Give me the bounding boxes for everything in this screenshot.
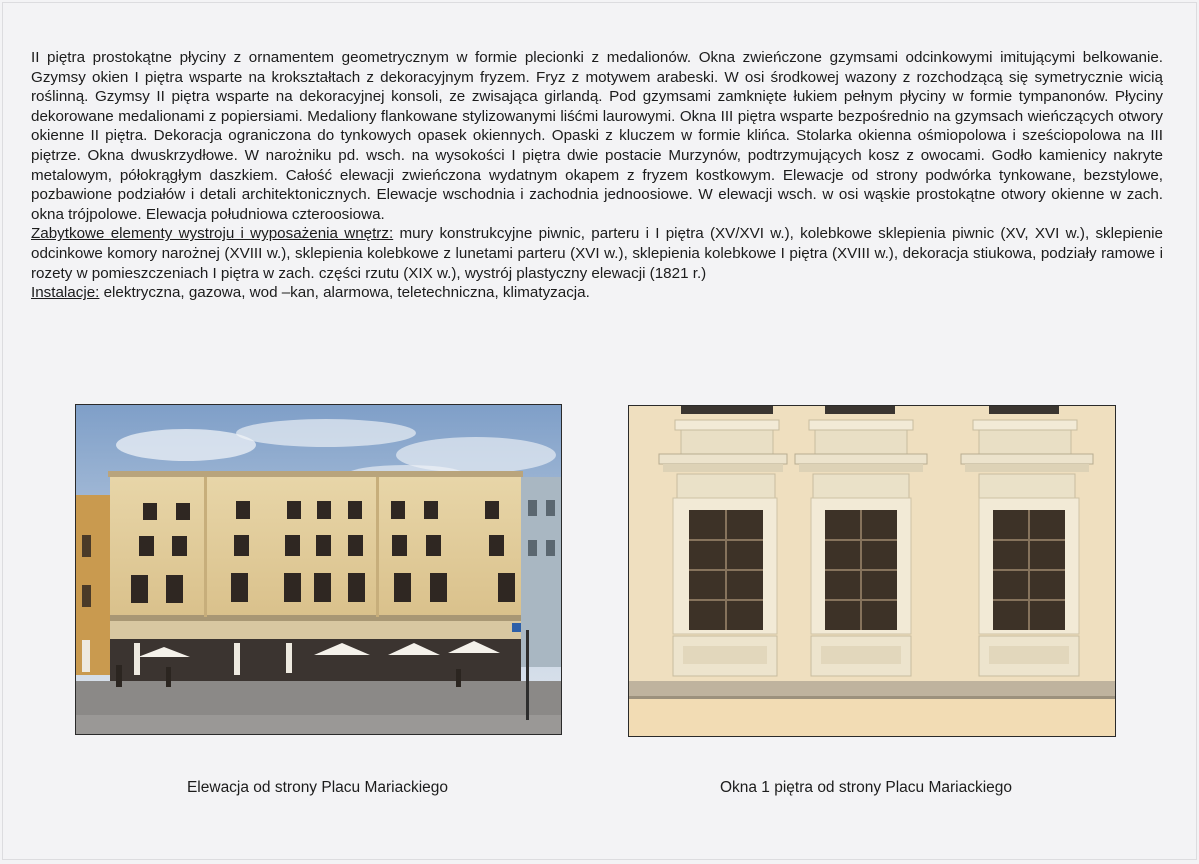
zabytkowe-paragraph <box>31 224 1163 283</box>
instalacje-paragraph <box>31 283 1163 303</box>
instalacje-text: elektryczna, gazowa, wod –kan, alarmowa, teletechniczna, klimatyzacja. <box>99 284 590 302</box>
description-paragraph: II piętra prostokątne płyciny z ornamentem geometrycznym w formie plecionki z medalionów. Okna zwieńczone gzymsami odcinkowymi imitującymi belkowanie. Gzymsy okien I piętra wsparte na krokształtach z dekoracyjnym fryzem. Fryz z motywem arabeski. W osi środkowej wazony z rozchodzącą się symetrycznie wicią roślinną. Gzymsy II piętra wsparte na dekoracyjnej konsoli, ze zwisająca girlandą. Pod gzymsami zamknięte łukiem pełnym płyciny w formie tympanonów. Płyciny dekorowane medalionami z popiersiami. Medaliony flankowane stylizowanymi liśćmi laurowymi. Okna III piętra wsparte bezpośrednio na gzymsach wieńczących otwory okienne II piętra. Dekoracja ograniczona do tynkowych opasek okiennych. Opaski z kluczem w formie klińca. Stolarka okienna ośmiopolowa i sześciopolowa na III piętrze. Okna dwuskrzydłowe. W narożniku pd. wsch. na wysokości I piętra dwie postacie Murzynów, podtrzymujących kosz z owocami. Godło kamienicy nakryte metalowym, półokrągłym daszkiem. Całość elewacji zwieńczona wydatnym okapem z fryzem kostkowym. Elewacje od strony podwórka tynkowane, bezstylowe, pozbawione podziałów i detali architektonicznych. Elewacje wschodnia i zachodnia jednoosiowe. W elewacji wsch. w osi wąskie prostokątne otwory okienne w zach. okna trójpolowe. Elewacja południowa czteroosiowa. <box>31 49 1163 223</box>
facade-photo <box>75 404 562 735</box>
right-photo-caption: Okna 1 piętra od strony Placu Mariackiego <box>719 779 1013 796</box>
text-block <box>31 48 1163 303</box>
zabytkowe-text: mury konstrukcyjne piwnic, parteru i I piętra (XV/XVI w.), kolebkowe sklepienia piwnic (XV, XVI w.), sklepienie odcinkowe komory narożnej (XVIII w.), sklepienia kolebkowe z lunetami parteru (XVI w.), sklepienia kolebkowe I piętra (XVIII w.), dekoracja stiukowa, podziały ramowe i rozety w pomieszczeniach I piętra w zach. części rzutu (XIX w.), wystrój plastyczny elewacji (1821 r.) <box>31 225 1163 282</box>
left-photo-caption: Elewacja od strony Placu Mariackiego <box>186 779 449 796</box>
zabytkowe-label: Zabytkowe elementy wystroju i wyposażenia wnętrz: <box>31 225 394 243</box>
windows-photo <box>628 405 1116 737</box>
instalacje-label: Instalacje: <box>31 284 100 302</box>
